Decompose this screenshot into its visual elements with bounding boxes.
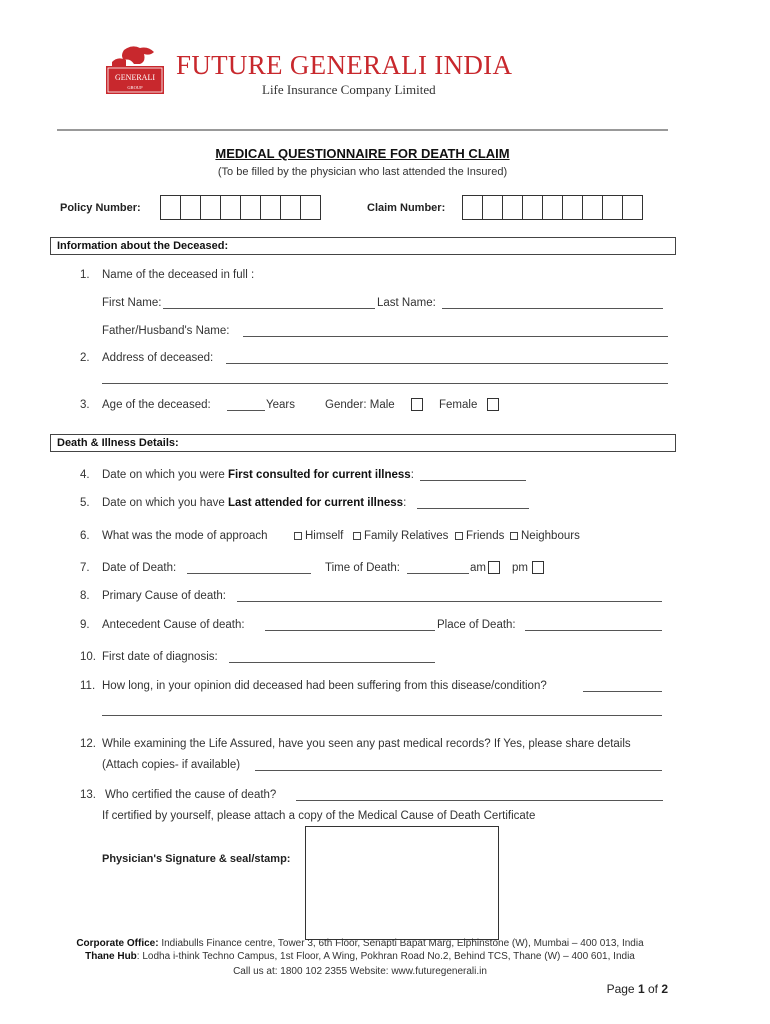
q10-number: 10. [80, 651, 96, 663]
company-name: FUTURE GENERALI INDIA [176, 50, 513, 80]
q9-label: Antecedent Cause of death: [102, 619, 245, 631]
neighbours-checkbox[interactable] [510, 532, 518, 540]
q4-label: Date on which you were First consulted for current illness: [102, 469, 414, 481]
policy-number-boxes[interactable] [160, 195, 321, 220]
section-death-illness: Death & Illness Details: [50, 434, 676, 452]
q6-label: What was the mode of approach [102, 530, 268, 542]
gender-male-label: Gender: Male [325, 399, 395, 411]
time-of-death-field[interactable] [407, 573, 469, 574]
company-subtitle: Life Insurance Company Limited [262, 82, 436, 97]
q8-label: Primary Cause of death: [102, 590, 227, 602]
page-number: Page 1 of 2 [606, 982, 668, 996]
q6-number: 6. [80, 530, 90, 542]
logo-text: GENERALI [115, 73, 155, 82]
q10-label: First date of diagnosis: [102, 651, 218, 663]
last-name-field[interactable] [442, 308, 663, 309]
first-diagnosis-field[interactable] [229, 662, 435, 663]
option-friends[interactable]: Friends [455, 530, 504, 542]
female-checkbox[interactable] [487, 398, 499, 411]
q8-number: 8. [80, 590, 90, 602]
form-subtitle: (To be filled by the physician who last attended the Insured) [217, 166, 508, 178]
address-field-line2[interactable] [102, 383, 668, 384]
male-checkbox[interactable] [411, 398, 423, 411]
place-of-death-field[interactable] [525, 630, 662, 631]
q7-number: 7. [80, 562, 90, 574]
am-checkbox[interactable] [488, 561, 500, 574]
medical-records-field[interactable] [255, 770, 662, 771]
thane-hub: Thane Hub: Lodha i-think Techno Campus, 1st Floor, A Wing, Pokhran Road No.2, Behind TCS, Thane (W) – 400 601, India [85, 951, 635, 962]
q12-attach-label: (Attach copies- if available) [102, 759, 241, 771]
option-neighbours[interactable]: Neighbours [510, 530, 580, 542]
contact-info: Call us at: 1800 102 2355 Website: www.futuregenerali.in [233, 966, 487, 977]
q7-label: Date of Death: [102, 562, 177, 574]
age-field[interactable] [227, 410, 265, 411]
q13-number: 13. [80, 789, 96, 801]
q1-number: 1. [80, 269, 90, 281]
q12-number: 12. [80, 738, 96, 750]
policy-number-label: Policy Number: [60, 202, 141, 214]
father-husband-label: Father/Husband's Name: [102, 325, 230, 337]
option-family-relatives[interactable]: Family Relatives [353, 530, 448, 542]
antecedent-cause-field[interactable] [265, 630, 435, 631]
first-name-field[interactable] [163, 308, 375, 309]
address-field[interactable] [226, 363, 668, 364]
q11-label: How long, in your opinion did deceased had been suffering from this disease/condition? [102, 680, 547, 692]
q5-number: 5. [80, 497, 90, 509]
claim-number-label: Claim Number: [367, 202, 446, 214]
q2-number: 2. [80, 352, 90, 364]
family-checkbox[interactable] [353, 532, 361, 540]
form-title: MEDICAL QUESTIONNAIRE FOR DEATH CLAIM [215, 146, 510, 161]
pm-label: pm [512, 562, 528, 574]
am-label: am [470, 562, 486, 574]
q3-label: Age of the deceased: [102, 399, 211, 411]
pm-checkbox[interactable] [532, 561, 544, 574]
time-of-death-label: Time of Death: [325, 562, 400, 574]
certified-by-field[interactable] [296, 800, 663, 801]
logo-group-text: GROUP [127, 85, 143, 90]
place-of-death-label: Place of Death: [437, 619, 516, 631]
q5-label: Date on which you have Last attended for current illness: [102, 497, 407, 509]
header-divider [57, 129, 668, 131]
q13-note: If certified by yourself, please attach a copy of the Medical Cause of Death Certificate [102, 810, 536, 822]
q9-number: 9. [80, 619, 90, 631]
friends-checkbox[interactable] [455, 532, 463, 540]
date-of-death-field[interactable] [187, 573, 311, 574]
first-consulted-field[interactable] [420, 480, 526, 481]
corporate-office: Corporate Office: Indiabulls Finance centre, Tower 3, 6th Floor, Senapti Bapat Marg, Elphinstone (W), Mumbai – 400 013, India [76, 938, 644, 949]
father-husband-field[interactable] [243, 336, 668, 337]
primary-cause-field[interactable] [237, 601, 662, 602]
q2-label: Address of deceased: [102, 352, 214, 364]
signature-label: Physician's Signature & seal/stamp: [102, 853, 291, 865]
signature-box[interactable] [305, 826, 499, 940]
first-name-label: First Name: [102, 297, 162, 309]
section-deceased-info: Information about the Deceased: [50, 237, 676, 255]
q4-number: 4. [80, 469, 90, 481]
claim-number-boxes[interactable] [462, 195, 643, 220]
himself-checkbox[interactable] [294, 532, 302, 540]
q12-label: While examining the Life Assured, have you seen any past medical records? If Yes, please share details [102, 738, 631, 750]
q13-label: Who certified the cause of death? [105, 789, 277, 801]
generali-lion-logo [104, 44, 166, 96]
q1-label: Name of the deceased in full : [102, 269, 255, 281]
suffering-duration-line2[interactable] [102, 715, 662, 716]
option-himself[interactable]: Himself [294, 530, 343, 542]
last-name-label: Last Name: [377, 297, 436, 309]
female-label: Female [439, 399, 478, 411]
q3-number: 3. [80, 399, 90, 411]
q11-number: 11. [80, 680, 96, 692]
years-label: Years [266, 399, 295, 411]
suffering-duration-field[interactable] [583, 691, 662, 692]
last-attended-field[interactable] [417, 508, 529, 509]
